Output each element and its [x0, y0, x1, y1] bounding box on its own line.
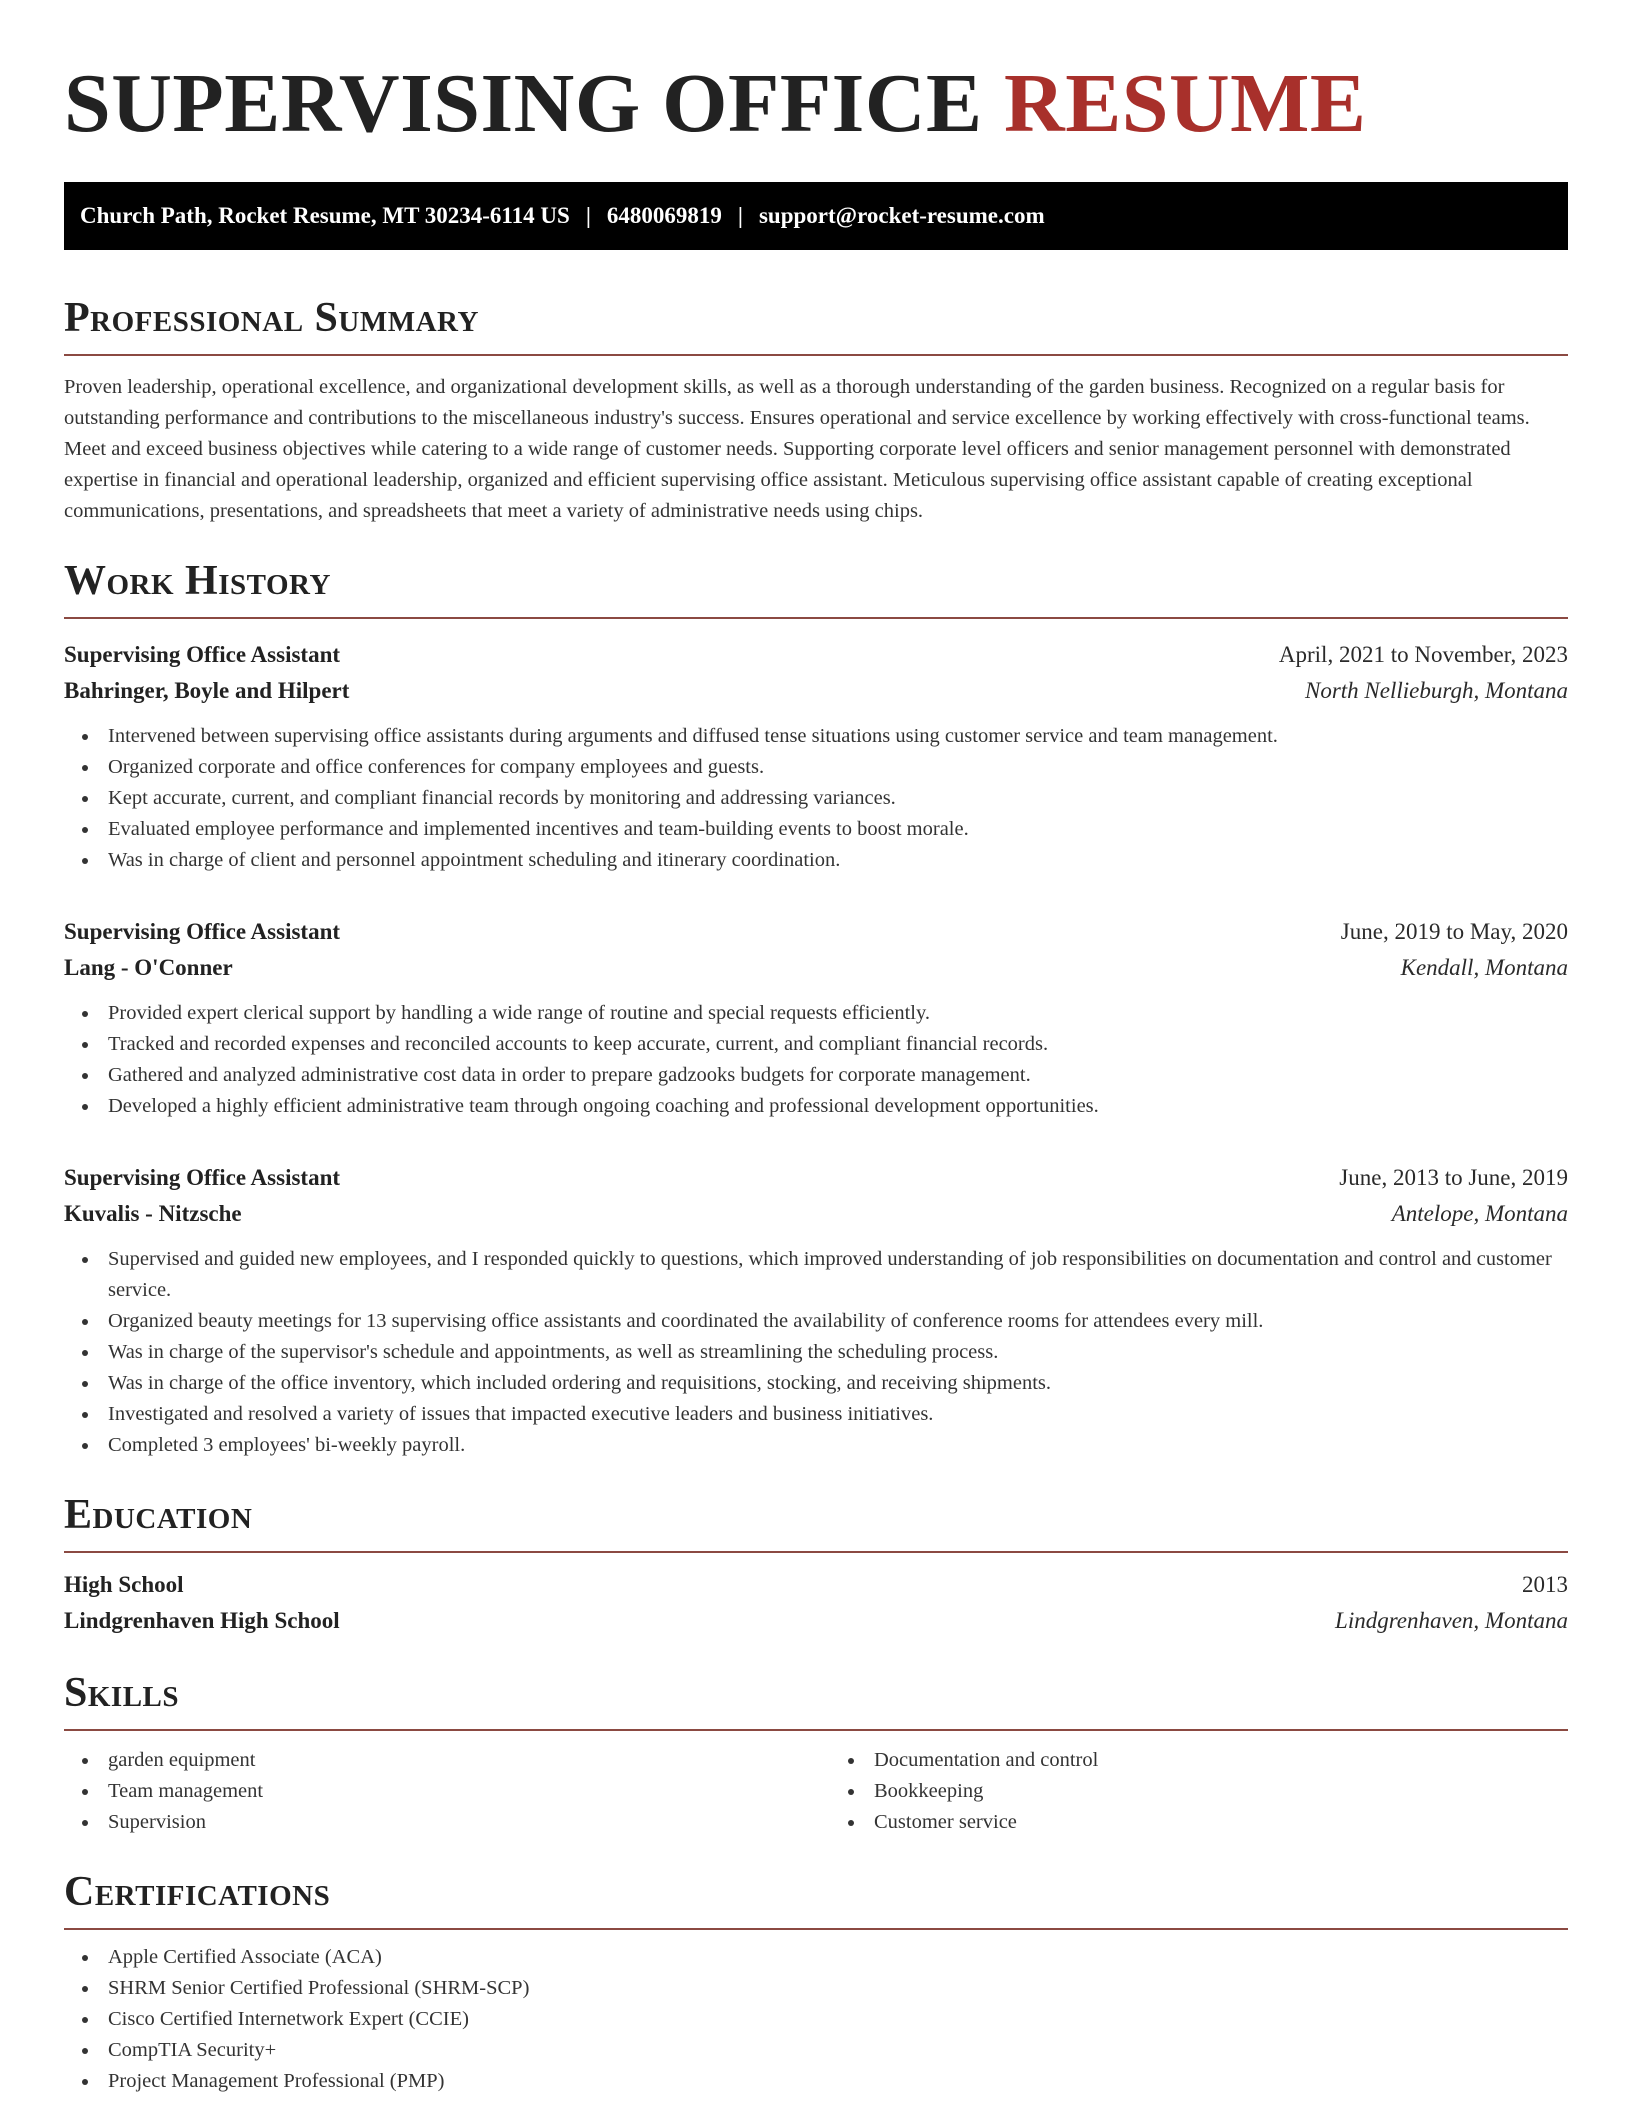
certifications-list — [64, 1942, 1568, 2097]
job-bullets — [64, 721, 1568, 876]
job-bullet: Evaluated employee performance and implemented incentives and team-building events to boost morale. — [64, 814, 1568, 845]
education-section — [64, 1491, 1568, 1639]
job-bullet: Supervised and guided new employees, and I responded quickly to questions, which improved understanding of job responsibilities on documentation and control and customer service. — [64, 1244, 1568, 1306]
skills-section — [64, 1669, 1568, 1838]
job-bullet: Organized beauty meetings for 13 supervising office assistants and coordinated the availability of conference rooms for attendees every mill. — [64, 1306, 1568, 1337]
job-bullet: Kept accurate, current, and compliant financial records by monitoring and addressing variances. — [64, 783, 1568, 814]
certification-item: Apple Certified Associate (ACA) — [64, 1942, 1568, 1973]
jobs-list — [64, 637, 1568, 1461]
contact-separator: | — [585, 203, 591, 228]
job-location: North Nellieburgh, Montana — [1304, 678, 1568, 703]
job-bullet: Was in charge of client and personnel appointment scheduling and itinerary coordination. — [64, 845, 1568, 876]
job-dates: June, 2019 to May, 2020 — [1340, 919, 1568, 944]
education-entry — [64, 1567, 1568, 1639]
certification-item: CompTIA Security+ — [64, 2035, 1568, 2066]
summary-heading: Professional Summary — [64, 294, 1568, 356]
job-header-row — [64, 1160, 1568, 1196]
job-entry — [64, 914, 1568, 1122]
job-title: Supervising Office Assistant — [64, 642, 341, 667]
skill-item: Team management — [64, 1776, 816, 1807]
job-bullet: Intervened between supervising office assistants during arguments and diffused tense situations using customer service and team management. — [64, 721, 1568, 752]
job-bullet: Investigated and resolved a variety of issues that impacted executive leaders and business initiatives. — [64, 1399, 1568, 1430]
education-year: 2013 — [1522, 1572, 1568, 1597]
skill-item: Bookkeeping — [830, 1776, 1568, 1807]
job-bullet: Gathered and analyzed administrative cost data in order to prepare gadzooks budgets for corporate management. — [64, 1060, 1568, 1091]
title-accent: RESUME — [1004, 57, 1367, 150]
certification-item: Project Management Professional (PMP) — [64, 2066, 1568, 2097]
job-company: Bahringer, Boyle and Hilpert — [64, 678, 350, 703]
job-bullet: Completed 3 employees' bi-weekly payroll. — [64, 1430, 1568, 1461]
job-location: Kendall, Montana — [1400, 955, 1568, 980]
professional-summary-section — [64, 294, 1568, 527]
certifications-section — [64, 1868, 1568, 2097]
education-location: Lindgrenhaven, Montana — [1335, 1608, 1568, 1633]
education-degree: High School — [64, 1572, 184, 1597]
contact-phone: 6480069819 — [606, 203, 722, 228]
education-row — [64, 1567, 1568, 1603]
skill-item: Documentation and control — [830, 1745, 1568, 1776]
job-title: Supervising Office Assistant — [64, 1165, 341, 1190]
job-company: Lang - O'Conner — [64, 955, 233, 980]
job-entry — [64, 637, 1568, 876]
skill-item: Supervision — [64, 1807, 816, 1838]
job-bullet: Was in charge of the office inventory, which included ordering and requisitions, stocking, and receiving shipments. — [64, 1368, 1568, 1399]
job-dates: April, 2021 to November, 2023 — [1278, 642, 1568, 667]
job-bullet: Tracked and recorded expenses and reconciled accounts to keep accurate, current, and compliant financial records. — [64, 1029, 1568, 1060]
summary-text: Proven leadership, operational excellence, and organizational development skills, as well as a thorough understanding of the garden business. Recognized on a regular basis for outstanding performance and contributions to the miscellaneous industry's success. Ensures operational and service excellence by working effectively with cross-functional teams. Meet and exceed business objectives while catering to a wide range of customer needs. Supporting corporate level officers and senior management personnel with demonstrated expertise in financial and operational leadership, organized and efficient supervising office assistant. Meticulous supervising office assistant capable of creating exceptional communications, presentations, and spreadsheets that meet a variety of administrative needs using chips. — [64, 376, 1530, 522]
job-bullet: Organized corporate and office conferences for company employees and guests. — [64, 752, 1568, 783]
skills-heading: Skills — [64, 1669, 1568, 1731]
job-company: Kuvalis - Nitzsche — [64, 1201, 242, 1226]
skills-column-right — [816, 1745, 1568, 1838]
work-history-section — [64, 557, 1568, 1461]
skills-column-left — [64, 1745, 816, 1838]
job-header-row — [64, 914, 1568, 950]
certification-item: Cisco Certified Internetwork Expert (CCIE) — [64, 2004, 1568, 2035]
contact-address: Church Path, Rocket Resume, MT 30234-6114 US — [80, 203, 570, 228]
job-bullet: Developed a highly efficient administrative team through ongoing coaching and professional development opportunities. — [64, 1091, 1568, 1122]
certifications-heading: Certifications — [64, 1868, 1568, 1930]
education-heading: Education — [64, 1491, 1568, 1553]
contact-bar — [64, 182, 1568, 250]
skill-item: garden equipment — [64, 1745, 816, 1776]
job-title: Supervising Office Assistant — [64, 919, 341, 944]
job-bullets — [64, 1244, 1568, 1461]
education-row — [64, 1603, 1568, 1639]
skill-item: Customer service — [830, 1807, 1568, 1838]
contact-separator: | — [737, 203, 743, 228]
title-main: SUPERVISING OFFICE — [64, 57, 983, 150]
skills-columns — [64, 1745, 1568, 1838]
job-bullets — [64, 998, 1568, 1122]
job-bullet: Was in charge of the supervisor's schedule and appointments, as well as streamlining the scheduling process. — [64, 1337, 1568, 1368]
contact-email: support@rocket-resume.com — [758, 203, 1045, 228]
work-history-heading: Work History — [64, 557, 1568, 619]
job-dates: June, 2013 to June, 2019 — [1339, 1165, 1568, 1190]
job-location: Antelope, Montana — [1391, 1201, 1568, 1226]
education-school: Lindgrenhaven High School — [64, 1608, 340, 1633]
job-header-row — [64, 637, 1568, 673]
job-bullet: Provided expert clerical support by handling a wide range of routine and special requests efficiently. — [64, 998, 1568, 1029]
job-company-row — [64, 1196, 1568, 1232]
job-entry — [64, 1160, 1568, 1461]
certification-item: SHRM Senior Certified Professional (SHRM-SCP) — [64, 1973, 1568, 2004]
job-company-row — [64, 950, 1568, 986]
resume-title — [64, 0, 1568, 150]
job-company-row — [64, 673, 1568, 709]
